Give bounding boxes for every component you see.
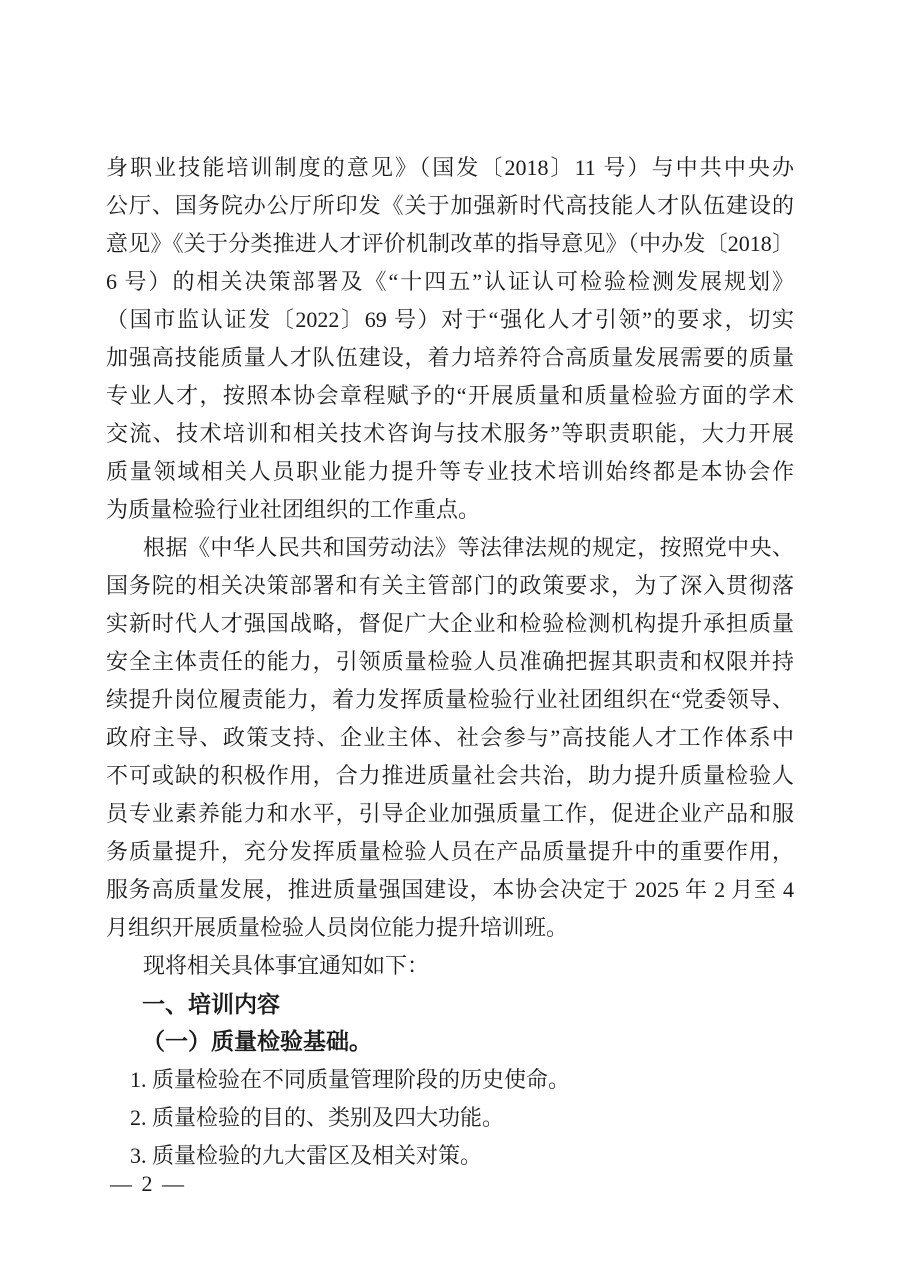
body-line: 专业人才，按照本协会章程赋予的“开展质量和质量检验方面的学术 bbox=[106, 383, 794, 408]
body-line: 实新时代人才强国战略，督促广大企业和检验检测机构提升承担质量 bbox=[106, 611, 794, 636]
document-body bbox=[106, 149, 794, 1175]
list-item: 2. 质量检验的目的、类别及四大功能。 bbox=[130, 1105, 505, 1130]
paragraph-start-line: 根据《中华人民共和国劳动法》等法律法规的规定，按照党中央、 bbox=[143, 535, 794, 560]
body-line: 公厅、国务院办公厅所印发《关于加强新时代高技能人才队伍建设的 bbox=[106, 193, 794, 218]
body-line: 加强高技能质量人才队伍建设，着力培养符合高质量发展需要的质量 bbox=[106, 345, 794, 370]
body-line: 续提升岗位履责能力，着力发挥质量检验行业社团组织在“党委领导、 bbox=[106, 687, 794, 712]
paragraph-end-line: 月组织开展质量检验人员岗位能力提升培训班。 bbox=[106, 915, 569, 940]
page-number: — 2 — bbox=[110, 1171, 186, 1196]
paragraph-end-line: 为质量检验行业社团组织的工作重点。 bbox=[106, 497, 481, 522]
body-line: 意见》《关于分类推进人才评价机制改革的指导意见》（中办发〔2018〕 bbox=[106, 231, 794, 256]
body-line: 国务院的相关决策部署和有关主管部门的政策要求，为了深入贯彻落 bbox=[106, 573, 794, 598]
body-line: 质量领域相关人员职业能力提升等专业技术培训始终都是本协会作 bbox=[106, 459, 794, 484]
section-heading: 一、培训内容 bbox=[142, 991, 280, 1017]
body-line: 务质量提升，充分发挥质量检验人员在产品质量提升中的重要作用， bbox=[106, 839, 794, 864]
body-line: 身职业技能培训制度的意见》（国发〔2018〕11 号）与中共中央办 bbox=[106, 155, 794, 180]
list-item: 1. 质量检验在不同质量管理阶段的历史使命。 bbox=[130, 1067, 571, 1092]
subsection-heading: （一）质量检验基础。 bbox=[142, 1029, 372, 1054]
body-line: 员专业素养能力和水平，引导企业加强质量工作，促进企业产品和服 bbox=[106, 801, 794, 826]
body-line: 不可或缺的积极作用，合力推进质量社会共治，助力提升质量检验人 bbox=[106, 763, 794, 788]
body-line: 服务高质量发展，推进质量强国建设，本协会决定于 2025 年 2 月至 4 bbox=[106, 877, 794, 902]
body-line: 6 号）的相关决策部署及《“十四五”认证认可检验检测发展规划》 bbox=[106, 269, 794, 294]
notice-intro-line: 现将相关具体事宜通知如下： bbox=[143, 953, 430, 978]
body-line: 交流、技术培训和相关技术咨询与技术服务”等职责职能，大力开展 bbox=[106, 421, 794, 446]
body-line: 政府主导、政策支持、企业主体、社会参与”高技能人才工作体系中 bbox=[106, 725, 794, 750]
list-item: 3. 质量检验的九大雷区及相关对策。 bbox=[130, 1143, 483, 1168]
body-line: 安全主体责任的能力，引领质量检验人员准确把握其职责和权限并持 bbox=[106, 649, 794, 674]
body-line: （国市监认证发〔2022〕69 号）对于“强化人才引领”的要求，切实 bbox=[106, 307, 794, 332]
